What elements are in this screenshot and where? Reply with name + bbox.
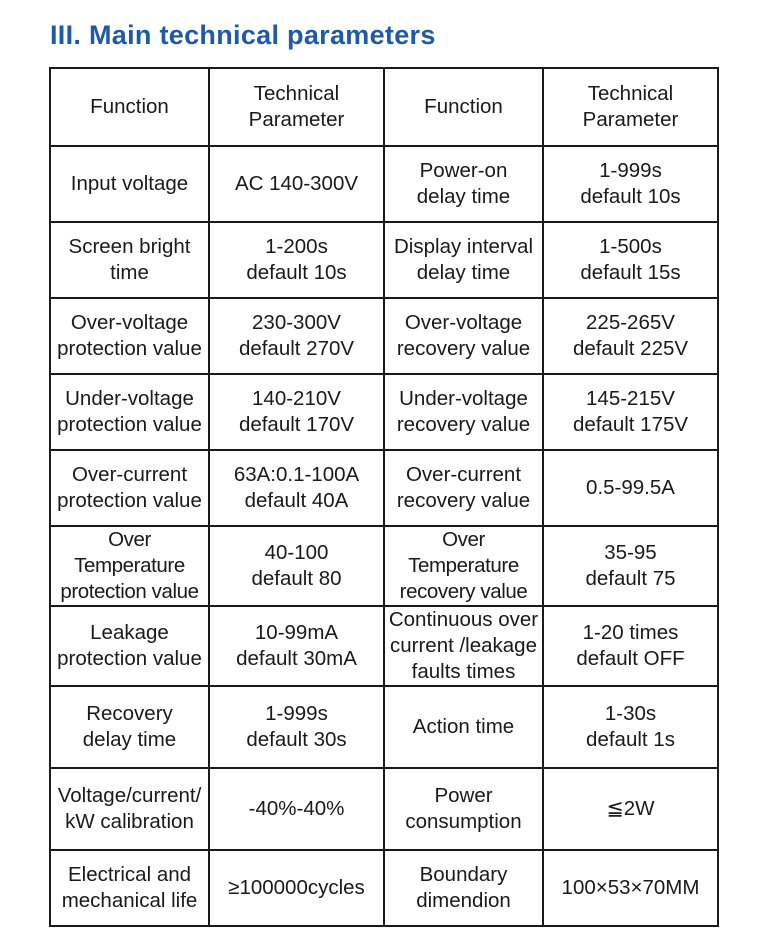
function-cell: Leakage protection value <box>50 606 209 686</box>
table-row <box>50 768 718 850</box>
page-title: III. Main technical parameters <box>50 20 436 50</box>
technical-parameters-table <box>49 67 719 927</box>
parameter-cell: 40-100 default 80 <box>209 526 384 606</box>
function-cell: Voltage/current/ kW calibration <box>50 768 209 850</box>
function-cell: Power-on delay time <box>384 146 543 222</box>
function-cell: Under-voltage recovery value <box>384 374 543 450</box>
header-function-1: Function <box>50 68 209 146</box>
function-cell: Power consumption <box>384 768 543 850</box>
function-cell: Display interval delay time <box>384 222 543 298</box>
table-row <box>50 686 718 768</box>
parameter-cell: 230-300V default 270V <box>209 298 384 374</box>
parameter-cell: 0.5-99.5A <box>543 450 718 526</box>
function-cell: Over-current protection value <box>50 450 209 526</box>
table-row <box>50 606 718 686</box>
function-cell: Over Temperature recovery value <box>384 526 543 606</box>
parameter-cell: 63A:0.1-100A default 40A <box>209 450 384 526</box>
parameter-cell: ≥100000cycles <box>209 850 384 926</box>
header-function-2: Function <box>384 68 543 146</box>
parameter-cell: 225-265V default 225V <box>543 298 718 374</box>
table-row <box>50 526 718 606</box>
function-cell: Screen bright time <box>50 222 209 298</box>
parameter-cell: 10-99mA default 30mA <box>209 606 384 686</box>
parameter-cell: 145-215V default 175V <box>543 374 718 450</box>
table-row <box>50 146 718 222</box>
parameter-cell: ≦2W <box>543 768 718 850</box>
parameter-cell: -40%-40% <box>209 768 384 850</box>
header-technical-parameter-2: Technical Parameter <box>543 68 718 146</box>
function-cell: Continuous over current /leakage faults times <box>384 606 543 686</box>
parameter-cell: 1-30s default 1s <box>543 686 718 768</box>
function-cell: Recovery delay time <box>50 686 209 768</box>
parameter-cell: 140-210V default 170V <box>209 374 384 450</box>
parameter-cell: 35-95 default 75 <box>543 526 718 606</box>
function-cell: Input voltage <box>50 146 209 222</box>
function-cell: Over-voltage recovery value <box>384 298 543 374</box>
header-technical-parameter-1: Technical Parameter <box>209 68 384 146</box>
table-row <box>50 850 718 926</box>
parameter-cell: 100×53×70MM <box>543 850 718 926</box>
parameter-cell: 1-999s default 10s <box>543 146 718 222</box>
parameter-cell: 1-20 times default OFF <box>543 606 718 686</box>
table-row <box>50 450 718 526</box>
parameter-cell: 1-999s default 30s <box>209 686 384 768</box>
parameter-cell: 1-500s default 15s <box>543 222 718 298</box>
function-cell: Electrical and mechanical life <box>50 850 209 926</box>
function-cell: Under-voltage protection value <box>50 374 209 450</box>
table-header-row <box>50 68 718 146</box>
function-cell: Over-voltage protection value <box>50 298 209 374</box>
table-row <box>50 298 718 374</box>
function-cell: Action time <box>384 686 543 768</box>
parameter-cell: 1-200s default 10s <box>209 222 384 298</box>
function-cell: Over-current recovery value <box>384 450 543 526</box>
parameter-cell: AC 140-300V <box>209 146 384 222</box>
function-cell: Over Temperature protection value <box>50 526 209 606</box>
table-row <box>50 374 718 450</box>
function-cell: Boundary dimendion <box>384 850 543 926</box>
table-row <box>50 222 718 298</box>
